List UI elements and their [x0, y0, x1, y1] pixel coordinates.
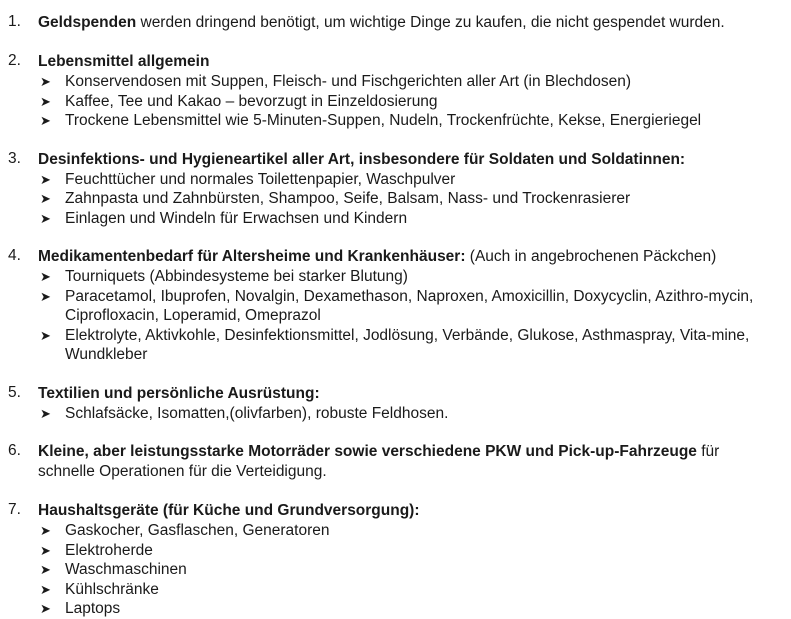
arrowhead-bullet-icon: ➤	[40, 269, 51, 284]
section-heading-rest: werden dringend benötigt, um wichtige Dinge zu kaufen, die nicht gespendet wurden.	[136, 14, 725, 31]
bullet-list	[8, 521, 783, 619]
list-item: ➤ Elektroherde	[40, 541, 153, 559]
section-heading	[38, 501, 771, 521]
arrowhead-bullet-icon: ➤	[40, 581, 51, 597]
arrowhead-bullet-icon: ➤	[40, 191, 51, 206]
section-heading-rest: (Auch in angebrochenen Päckchen)	[465, 248, 717, 265]
section-heading	[38, 247, 771, 267]
list-item: ➤ Zahnpasta und Zahnbürsten, Shampoo, Seife, Balsam, Nass- und Trockenrasierer	[40, 190, 631, 207]
section-heading-bold: Kleine, aber leistungsstarke Motorräder sowie verschiedene PKW und Pick-up-Fahrzeuge	[38, 443, 697, 460]
list-section-3	[8, 150, 783, 229]
list-item: ➤ Kühlschränke	[40, 580, 159, 598]
section-heading-bold: Desinfektions- und Hygieneartikel aller Art, insbesondere für Soldaten und Soldatinnen:	[38, 150, 686, 168]
arrowhead-bullet-icon: ➤	[40, 562, 51, 577]
section-number: 2.	[8, 52, 21, 69]
list-section-6	[8, 442, 783, 482]
section-heading-bold: Medikamentenbedarf für Altersheime und Krankenhäuser:	[38, 248, 466, 265]
list-item: ➤ Schlafsäcke, Isomatten,(olivfarben), robuste Feldhosen.	[40, 404, 449, 422]
arrowhead-bullet-icon: ➤	[40, 601, 51, 616]
section-heading-bold: Haushaltsgeräte (für Küche und Grundversorgung):	[38, 502, 420, 519]
list-item: ➤ Paracetamol, Ibuprofen, Novalgin, Dexamethason, Naproxen, Amoxicillin, Doxycyclin, Azithro-mycin, Ciprofloxacin, Loperamid, Omeprazol	[40, 287, 754, 324]
list-item: ➤ Trockene Lebensmittel wie 5-Minuten-Suppen, Nudeln, Trockenfrüchte, Kekse, Energieriegel	[40, 112, 702, 129]
list-section-5	[8, 384, 783, 424]
section-heading	[38, 442, 771, 482]
arrowhead-bullet-icon: ➤	[40, 523, 51, 538]
arrowhead-bullet-icon: ➤	[40, 93, 51, 109]
list-item: ➤ Konservendosen mit Suppen, Fleisch- und Fischgerichten aller Art (in Blechdosen)	[40, 73, 632, 90]
arrowhead-bullet-icon: ➤	[40, 327, 51, 343]
section-heading	[38, 13, 771, 33]
arrowhead-bullet-icon: ➤	[40, 288, 51, 304]
list-section-7	[8, 501, 783, 619]
list-item: ➤ Feuchttücher und normales Toilettenpapier, Waschpulver	[40, 170, 456, 188]
section-heading-rest: für schnelle Operationen für die Verteidigung.	[38, 443, 720, 480]
arrowhead-bullet-icon: ➤	[40, 113, 51, 128]
list-section-2	[8, 52, 783, 131]
arrowhead-bullet-icon: ➤	[40, 405, 51, 421]
list-section-4	[8, 247, 783, 365]
section-heading	[38, 384, 771, 404]
section-number: 6.	[8, 442, 21, 459]
bullet-list	[8, 267, 783, 365]
section-number: 1.	[8, 13, 21, 30]
section-heading-bold: Geldspenden	[38, 14, 137, 31]
arrowhead-bullet-icon: ➤	[40, 542, 51, 558]
list-item: ➤ Elektrolyte, Aktivkohle, Desinfektionsmittel, Jodlösung, Verbände, Glukose, Asthmaspray, Vita-mine, Wundkleber	[40, 326, 750, 363]
section-number: 4.	[8, 247, 21, 264]
list-item: ➤ Laptops	[40, 600, 121, 617]
bullet-list	[8, 404, 783, 424]
arrowhead-bullet-icon: ➤	[40, 171, 51, 187]
list-section-1	[8, 13, 783, 33]
section-heading	[38, 52, 771, 72]
section-number: 3.	[8, 149, 21, 167]
list-item: ➤ Einlagen und Windeln für Erwachsen und Kindern	[40, 209, 408, 227]
arrowhead-bullet-icon: ➤	[40, 74, 51, 89]
list-item: ➤ Tourniquets (Abbindesysteme bei starker Blutung)	[40, 268, 408, 285]
list-item: ➤ Kaffee, Tee und Kakao – bevorzugt in Einzeldosierung	[40, 92, 438, 110]
section-number: 5.	[8, 383, 21, 401]
section-heading-bold: Textilien und persönliche Ausrüstung:	[38, 384, 320, 402]
list-item: ➤ Waschmaschinen	[40, 561, 187, 578]
section-heading-bold: Lebensmittel allgemein	[38, 53, 210, 70]
section-heading	[38, 150, 771, 170]
arrowhead-bullet-icon: ➤	[40, 210, 51, 226]
section-number: 7.	[8, 501, 21, 518]
bullet-list	[8, 72, 783, 131]
bullet-list	[8, 170, 783, 229]
list-item: ➤ Gaskocher, Gasflaschen, Generatoren	[40, 522, 330, 539]
